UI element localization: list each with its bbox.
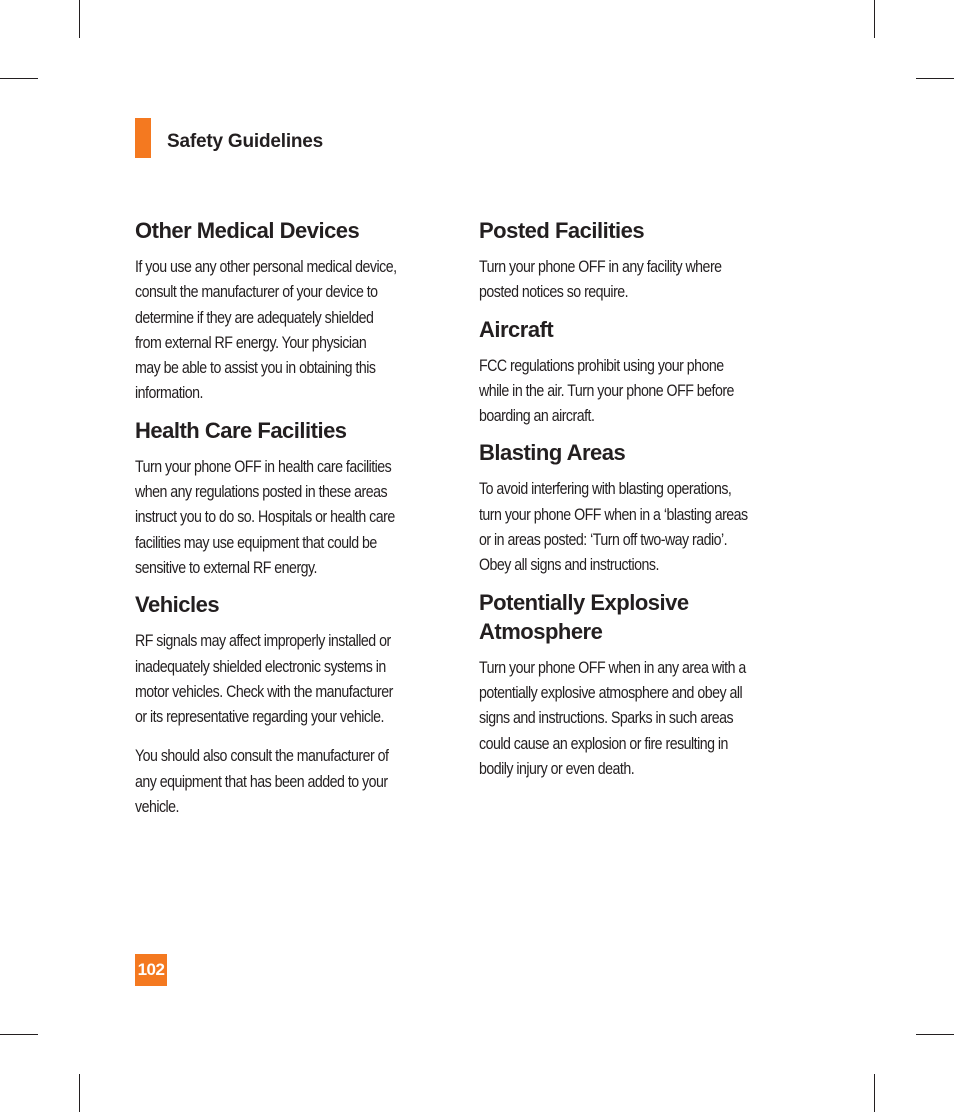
section-paragraph: FCC regulations prohibit using your phone while in the air. Turn your phone OFF before boarding an aircraft. (479, 356, 734, 426)
crop-mark (79, 0, 80, 38)
header-accent-bar (135, 118, 151, 158)
left-column (135, 216, 455, 829)
section (135, 416, 455, 581)
section-heading: Posted Facilities (479, 218, 645, 243)
crop-mark (0, 1034, 38, 1035)
section (479, 438, 799, 578)
crop-mark (916, 1034, 954, 1035)
page-number: 102 (135, 954, 167, 986)
section (135, 216, 455, 407)
right-column (479, 216, 799, 791)
section-heading: Other Medical Devices (135, 218, 360, 243)
section (479, 315, 799, 430)
section-paragraph: You should also consult the manufacturer of any equipment that has been added to your vehicle. (135, 747, 389, 817)
crop-mark (79, 1074, 80, 1112)
section (479, 216, 799, 306)
section-paragraph: Turn your phone OFF in any facility where posted notices so require. (479, 258, 722, 302)
section-paragraph: If you use any other personal medical device, consult the manufacturer of your device to determine if they are adequately shielded from external RF energy. Your physician may be able to assist you in obtaining this information. (135, 258, 397, 403)
section-heading: Blasting Areas (479, 440, 626, 466)
crop-mark (916, 78, 954, 79)
crop-mark (874, 0, 875, 38)
section-paragraph: Turn your phone OFF when in any area with a potentially explosive atmosphere and obey all signs and instructions. Sparks in such areas could cause an explosion or fire resulting in bodily injury or even death. (479, 658, 746, 778)
section-heading: Aircraft (479, 316, 554, 342)
section-heading: Potentially Explosive Atmosphere (479, 589, 689, 644)
section (135, 590, 455, 820)
section-paragraph: To avoid interfering with blasting operations, turn your phone OFF when in a ‘blasting areas or in areas posted: ‘Turn off two-way radio’. Obey all signs and instructions. (479, 480, 748, 575)
crop-mark (874, 1074, 875, 1112)
page-header-title: Safety Guidelines (167, 131, 324, 152)
section-heading: Health Care Facilities (135, 417, 347, 443)
section-paragraph: Turn your phone OFF in health care facilities when any regulations posted in these areas instruct you to do so. Hospitals or health care facilities may use equipment that could be sensitive to external RF energy. (135, 457, 395, 577)
section (479, 588, 799, 782)
section-heading: Vehicles (135, 592, 220, 618)
crop-mark (0, 78, 38, 79)
section-paragraph: RF signals may affect improperly installed or inadequately shielded electronic systems in motor vehicles. Check with the manufacturer or its representative regarding your vehicle. (135, 632, 393, 727)
